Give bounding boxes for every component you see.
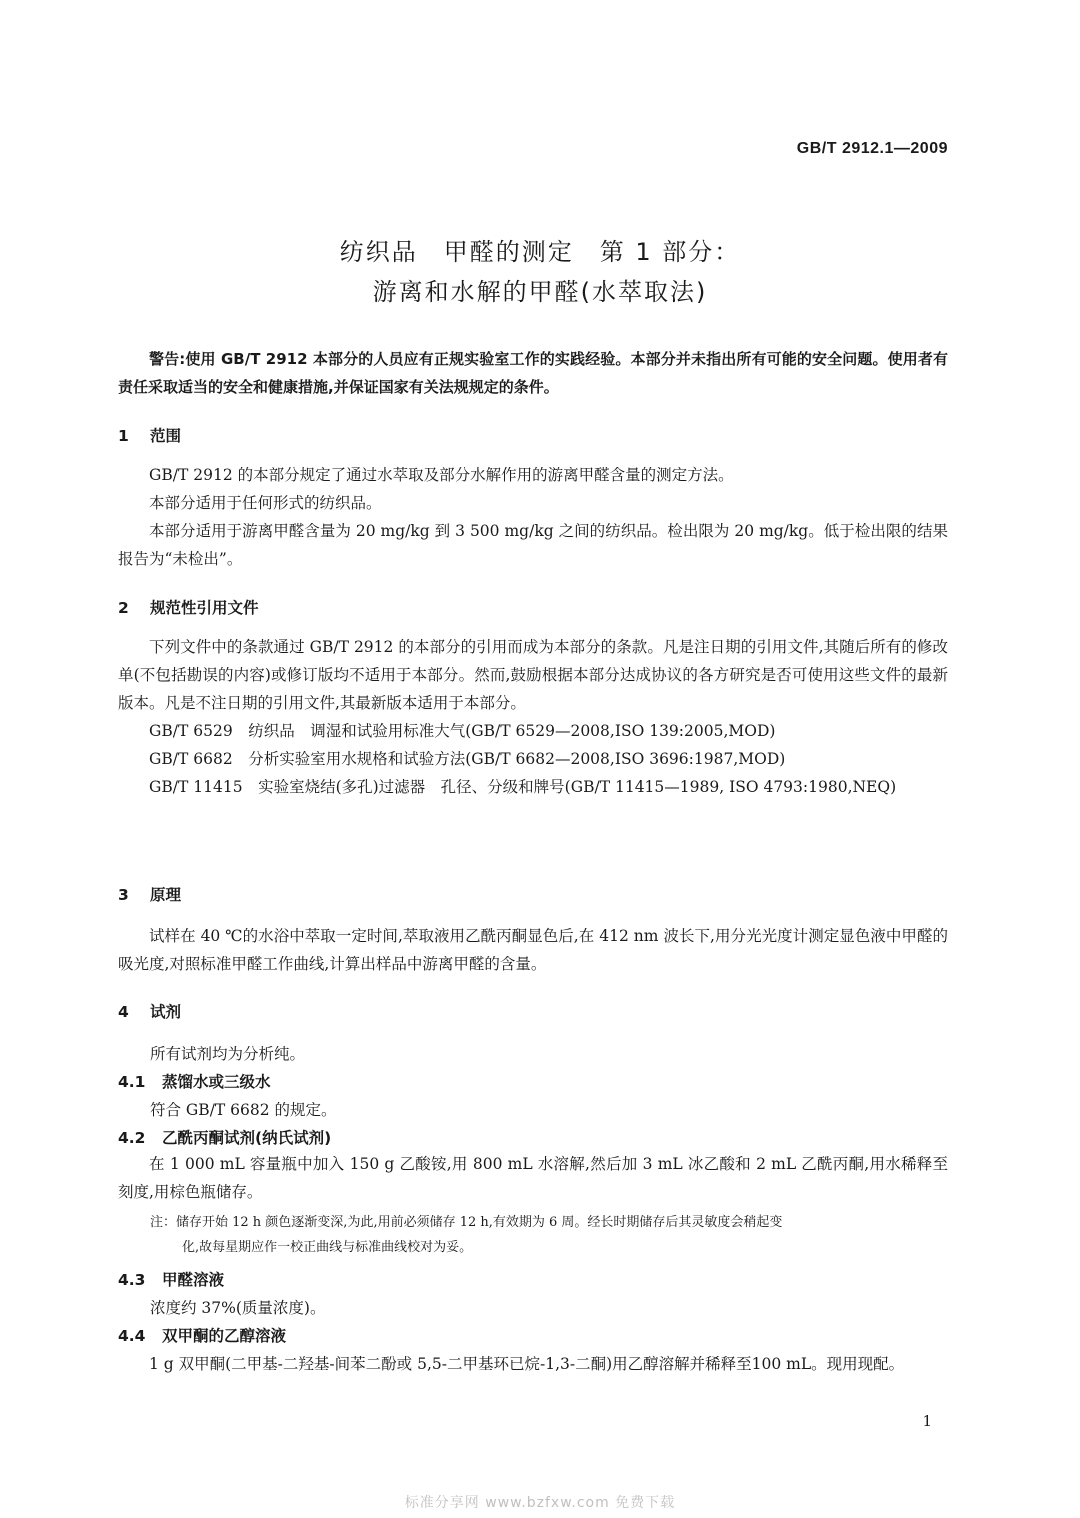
section-title: 原理 [150,886,182,904]
section-2-body [118,633,948,801]
section-2-heading [118,596,259,618]
section-number: 1 [118,427,129,445]
footer-watermark: 标准分享网 www.bzfxw.com 免费下载 [404,1495,676,1511]
title-line-1: 纺织品 甲醛的测定 第 1 部分： [339,238,741,266]
standard-code: GB/T 2912.1—2009 [796,140,948,157]
section-3-heading [118,883,181,905]
subsection-4-3-heading [118,1268,224,1290]
section-4-heading [118,1000,181,1022]
subsection-4-1-heading [118,1070,271,1092]
note-block [150,1210,948,1260]
note-line: 化,故每星期应作一校正曲线与标准曲线校对为妥。 [182,1240,473,1255]
reference-item: GB/T 6682 分析实验室用水规格和试验方法(GB/T 6682—2008,ISO 3696:1987,MOD) [149,750,786,768]
section-1-heading [118,424,181,446]
paragraph: 在 1 000 mL 容量瓶中加入 150 g 乙酸铵,用 800 mL 水溶解,然后加 3 mL 冰乙酸和 2 mL 乙酰丙酮,用水稀释至刻度,用棕色瓶储存。 [118,1155,948,1201]
reference-item: GB/T 11415 实验室烧结(多孔)过滤器 孔径、分级和牌号(GB/T 11415—1989, ISO 4793:1980,NEQ) [149,778,897,796]
paragraph: 试样在 40 ℃的水浴中萃取一定时间,萃取液用乙酰丙酮显色后,在 412 nm 波长下,用分光光度计测定显色液中甲醛的吸光度,对照标准甲醛工作曲线,计算出样品中游离甲醛的含量。 [118,927,948,973]
section-4-intro: 所有试剂均为分析纯。 [150,1045,306,1063]
subsection-number: 4.1 [118,1073,146,1091]
subsection-4-1-text: 符合 GB/T 6682 的规定。 [150,1101,337,1119]
paragraph: 本部分适用于任何形式的纺织品。 [149,494,382,512]
section-3-body [118,922,948,978]
section-title: 范围 [150,427,182,445]
subsection-4-2-heading [118,1126,331,1148]
subsection-number: 4.4 [118,1327,146,1345]
section-title: 规范性引用文件 [150,599,259,617]
subsection-title: 蒸馏水或三级水 [162,1073,271,1091]
subsection-4-3-text: 浓度约 37%(质量浓度)。 [150,1299,326,1317]
subsection-4-4-body [118,1350,948,1378]
paragraph: 下列文件中的条款通过 GB/T 2912 的本部分的引用而成为本部分的条款。凡是注日期的引用文件,其随后所有的修改单(不包括勘误的内容)或修订版均不适用于本部分。然而,鼓励根据本部分达成协议的各方研究是否可使用这些文件的最新版本。凡是不注日期的引用文件,其最新版本适用于本部分。 [118,638,948,712]
title-line-2: 游离和水解的甲醛(水萃取法) [372,278,708,306]
subsection-title: 甲醛溶液 [162,1271,225,1289]
note-line: 注：储存开始 12 h 颜色逐渐变深,为此,用前必须储存 12 h,有效期为 6 周。经长时期储存后其灵敏度会稍起变 [150,1215,783,1230]
section-1-body [118,461,948,573]
page-number: 1 [922,1412,932,1430]
subsection-title: 双甲酮的乙醇溶液 [162,1327,287,1345]
section-number: 4 [118,1003,129,1021]
subsection-number: 4.3 [118,1271,146,1289]
subsection-title: 乙酰丙酮试剂(纳氏试剂) [162,1129,332,1147]
subsection-4-4-heading [118,1324,286,1346]
reference-item: GB/T 6529 纺织品 调湿和试验用标准大气(GB/T 6529—2008,ISO 139:2005,MOD) [149,722,776,740]
paragraph: GB/T 2912 的本部分规定了通过水萃取及部分水解作用的游离甲醛含量的测定方法。 [149,466,734,484]
subsection-number: 4.2 [118,1129,146,1147]
section-number: 2 [118,599,129,617]
section-number: 3 [118,886,129,904]
section-title: 试剂 [150,1003,182,1021]
warning-block [118,345,948,401]
paragraph: 本部分适用于游离甲醛含量为 20 mg/kg 到 3 500 mg/kg 之间的纺织品。检出限为 20 mg/kg。低于检出限的结果报告为“未检出”。 [118,522,948,568]
warning-text: 警告:使用 GB/T 2912 本部分的人员应有正规实验室工作的实践经验。本部分并未指出所有可能的安全问题。使用者有责任采取适当的安全和健康措施,并保证国家有关法规规定的条件。 [118,350,948,396]
subsection-4-2-body [118,1150,948,1206]
paragraph: 1 g 双甲酮(二甲基-二羟基-间苯二酚或 5,5-二甲基环已烷-1,3-二酮)用乙醇溶解并稀释至100 mL。现用现配。 [149,1355,905,1373]
